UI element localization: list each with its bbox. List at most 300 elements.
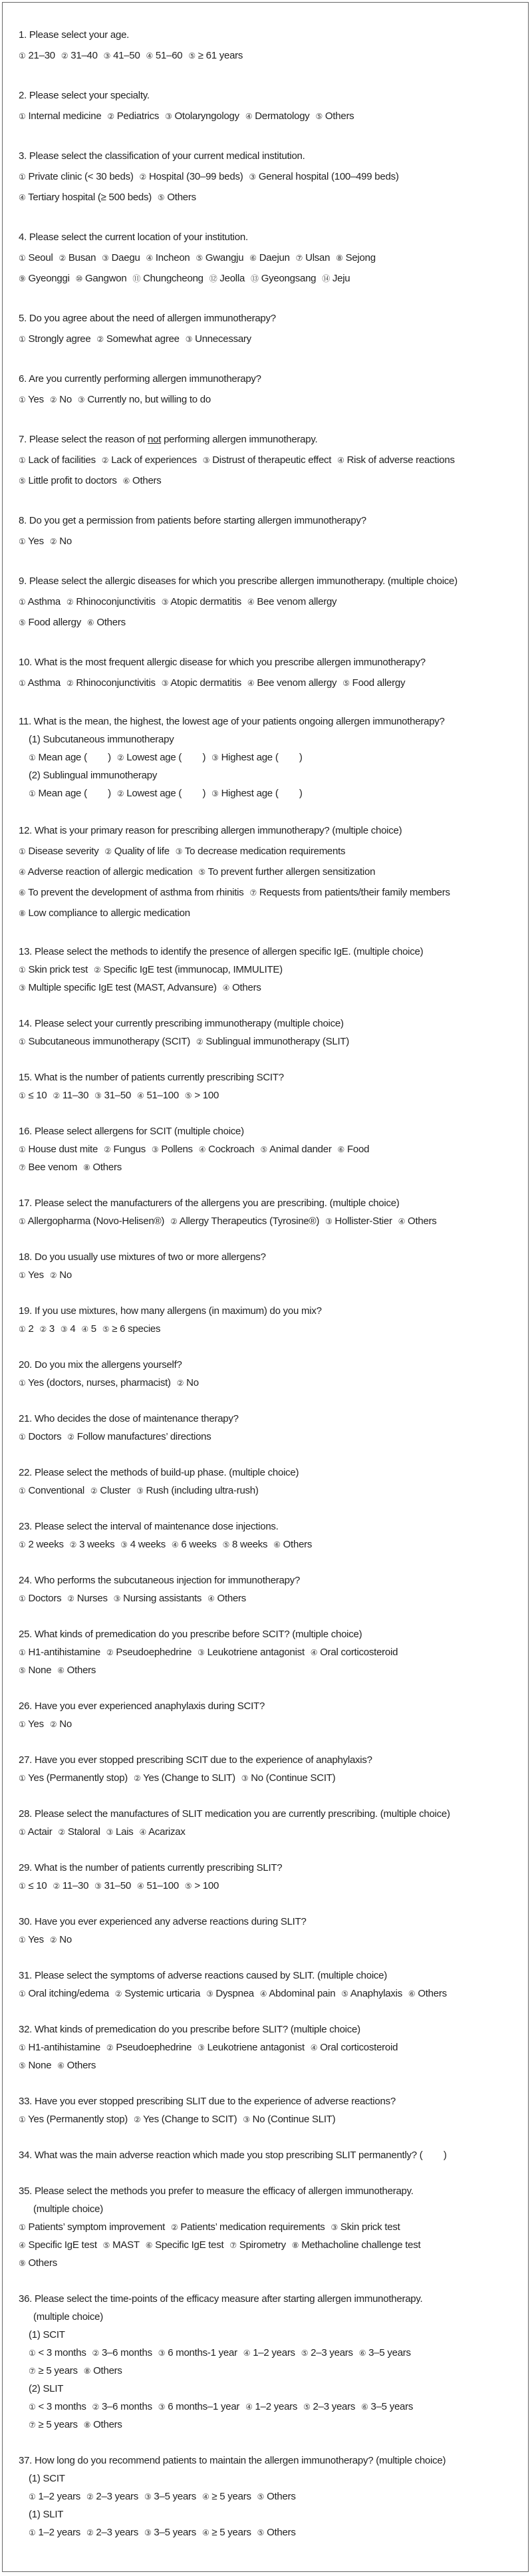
option[interactable] (19, 1036, 190, 1047)
option-label: No (186, 1377, 199, 1388)
option[interactable] (61, 1323, 76, 1335)
option-row (19, 979, 528, 997)
option[interactable] (94, 1090, 131, 1101)
option[interactable] (115, 1988, 200, 1999)
option[interactable] (132, 273, 203, 284)
option[interactable] (202, 2527, 251, 2538)
option-row (19, 612, 528, 633)
question-title: 22. Please select the methods of build-up phase. (multiple choice) (19, 1467, 299, 1478)
option-number: ⑧ (83, 2366, 91, 2376)
option-row (19, 389, 528, 410)
option-row (19, 1661, 528, 1679)
option[interactable] (57, 1665, 96, 1676)
option-number: ⑭ (322, 274, 330, 283)
option-row (19, 2236, 528, 2254)
option-label: Others (325, 110, 354, 122)
option[interactable] (203, 454, 331, 466)
option-label: Allergopharma (Novo-Helisen®) (27, 1215, 165, 1227)
option-number: ① (19, 1648, 26, 1657)
option[interactable] (107, 110, 159, 122)
option[interactable] (292, 2239, 421, 2251)
question-title: 16. Please select allergens for SCIT (multiple choice) (19, 1126, 244, 1137)
option-row (19, 1643, 528, 1661)
option[interactable] (87, 617, 126, 628)
option[interactable] (134, 2114, 237, 2125)
option[interactable] (19, 2042, 100, 2053)
option-number: ② (196, 1037, 203, 1046)
option[interactable] (19, 1431, 61, 1442)
option-label: 3 weeks (79, 1539, 115, 1550)
option[interactable] (196, 252, 243, 263)
option[interactable] (273, 1539, 312, 1550)
option[interactable] (58, 1826, 100, 1838)
option[interactable] (19, 982, 217, 993)
option-label: 21–30 (28, 50, 55, 61)
option[interactable] (57, 2060, 96, 2071)
option-number: ② (104, 847, 112, 856)
option[interactable] (19, 333, 91, 345)
option[interactable] (19, 1647, 100, 1658)
option[interactable] (249, 252, 289, 263)
question-35 (3, 2182, 528, 2272)
option[interactable] (223, 982, 261, 993)
option-number: ② (59, 253, 66, 263)
option[interactable] (19, 846, 98, 857)
option-label: Spirometry (239, 2239, 286, 2251)
option[interactable] (90, 1485, 130, 1496)
option[interactable] (206, 1988, 254, 1999)
option[interactable] (198, 2042, 305, 2053)
question-title: 36. Please select the time-points of the efficacy measure after starting allergen immunotherapy. (19, 2293, 423, 2305)
option-number: ② (92, 2402, 100, 2412)
option[interactable] (19, 252, 53, 263)
option[interactable] (325, 1215, 392, 1227)
option-row (19, 2416, 528, 2434)
option[interactable] (67, 1593, 107, 1604)
option[interactable] (19, 617, 81, 628)
option[interactable] (19, 1988, 109, 1999)
option[interactable] (162, 596, 241, 607)
option-number: ① (19, 456, 26, 465)
option[interactable] (39, 1323, 55, 1335)
option[interactable] (19, 1539, 64, 1550)
option-label: Food allergy (28, 617, 81, 628)
option-row (19, 1823, 528, 1841)
option[interactable] (243, 2114, 335, 2125)
option[interactable] (336, 252, 376, 263)
option[interactable] (243, 2347, 295, 2358)
option[interactable] (146, 50, 182, 61)
option-row (19, 2056, 528, 2074)
option[interactable] (311, 2042, 398, 2053)
option-label: Yes (28, 1269, 44, 1281)
option[interactable] (146, 252, 190, 263)
option[interactable] (96, 333, 179, 345)
option[interactable] (19, 1718, 44, 1730)
option[interactable] (249, 887, 450, 898)
option[interactable] (103, 2239, 140, 2251)
option[interactable] (398, 1215, 437, 1227)
option-number: ④ (201, 2492, 209, 2501)
option-label: Somewhat agree (106, 333, 180, 345)
option-number: ③ (185, 335, 193, 344)
option[interactable] (19, 454, 96, 466)
option[interactable] (207, 1593, 246, 1604)
option[interactable] (171, 2221, 325, 2233)
option-label: 1–2 years (253, 2347, 295, 2358)
option-number: ③ (161, 597, 169, 607)
option[interactable] (249, 171, 398, 182)
sub-question-label: (2) Sublingual immunotherapy (29, 770, 158, 781)
option[interactable] (408, 1988, 447, 1999)
option[interactable] (137, 1880, 179, 1891)
question-30 (3, 1913, 528, 1949)
option[interactable] (19, 1144, 98, 1155)
option[interactable] (76, 273, 127, 284)
option[interactable] (94, 964, 283, 975)
option[interactable] (19, 171, 134, 182)
option-row (19, 591, 528, 612)
option-label: Hollister-Stier (334, 1215, 392, 1227)
option[interactable] (19, 677, 61, 689)
option-number: ⑦ (229, 2241, 237, 2250)
option[interactable] (106, 1826, 134, 1838)
option[interactable] (50, 536, 72, 547)
option[interactable] (50, 1718, 72, 1730)
option[interactable] (66, 677, 156, 689)
option[interactable] (106, 2042, 192, 2053)
option-number: ③ (331, 2223, 338, 2232)
option[interactable] (66, 596, 156, 607)
option-label: Skin prick test (340, 2221, 400, 2233)
option[interactable] (245, 2401, 297, 2412)
option[interactable] (247, 596, 336, 607)
option-number: ④ (137, 1881, 144, 1891)
option[interactable] (162, 677, 241, 689)
underlined-word: not (148, 434, 162, 445)
question-title: 19. If you use mixtures, how many allergens (in maximum) do you mix? (19, 1305, 322, 1317)
option[interactable] (296, 252, 331, 263)
option-label: Anaphylaxis (350, 1988, 402, 1999)
option-number: ⑥ (57, 1666, 65, 1675)
option[interactable] (19, 536, 44, 547)
option-row (19, 1212, 528, 1230)
option[interactable] (53, 1090, 88, 1101)
option[interactable] (144, 2491, 196, 2502)
option-label: Skin prick test (28, 964, 88, 975)
option[interactable] (311, 1647, 398, 1658)
option-number: ② (106, 2043, 114, 2052)
option[interactable] (19, 2060, 51, 2071)
option-number: ① (19, 679, 26, 688)
option[interactable] (102, 1323, 160, 1335)
option[interactable] (117, 788, 205, 799)
option-label: 6 months–1 year (168, 2401, 240, 2412)
option[interactable] (158, 2347, 237, 2358)
option[interactable] (315, 110, 354, 122)
option[interactable] (86, 2491, 138, 2502)
option-number: ① (19, 2223, 26, 2232)
option-label: Yes (Change to SLIT) (143, 1772, 235, 1784)
option-number: ⑤ (184, 1881, 192, 1891)
option-label: Lack of experiences (111, 454, 197, 466)
option[interactable] (50, 1934, 72, 1945)
option-label: Others (232, 982, 261, 993)
option-label: Others (418, 1988, 447, 1999)
option-label: Others (96, 617, 126, 628)
option[interactable] (120, 1539, 166, 1550)
option[interactable] (19, 964, 88, 975)
option-label: 41–50 (113, 50, 140, 61)
option[interactable] (84, 2419, 122, 2430)
option[interactable] (29, 2527, 80, 2538)
option[interactable] (19, 866, 193, 878)
option[interactable] (19, 1826, 52, 1838)
option[interactable] (50, 1269, 72, 1281)
option[interactable] (185, 1090, 219, 1101)
option-label: 51–100 (146, 1090, 179, 1101)
option[interactable] (29, 788, 111, 799)
option-number: ③ (120, 1540, 128, 1549)
option-number: ⑦ (29, 2366, 36, 2376)
option-label: Asthma (27, 677, 61, 689)
option[interactable] (19, 1593, 61, 1604)
option-row (19, 673, 528, 693)
option-number: ⑤ (196, 253, 203, 263)
option[interactable] (176, 846, 346, 857)
option-label: Doctors (28, 1593, 62, 1604)
option[interactable] (50, 394, 72, 405)
option-number: ① (19, 1594, 26, 1603)
option[interactable] (338, 1144, 370, 1155)
option[interactable] (92, 2401, 152, 2412)
option[interactable] (202, 2491, 251, 2502)
option-number: ② (107, 112, 114, 121)
option[interactable] (229, 2239, 285, 2251)
option-label: Gyeonggi (28, 273, 70, 284)
option[interactable] (247, 677, 336, 689)
question-title-continued: (multiple choice) (33, 2311, 103, 2323)
option[interactable] (104, 846, 169, 857)
option-number: ② (49, 1720, 57, 1729)
option[interactable] (158, 192, 196, 203)
option[interactable] (53, 1880, 88, 1891)
option[interactable] (331, 2221, 400, 2233)
option[interactable] (29, 2347, 86, 2358)
option-number: ④ (247, 597, 255, 607)
option[interactable] (104, 50, 140, 61)
option[interactable] (29, 2491, 80, 2502)
option[interactable] (199, 1144, 255, 1155)
option[interactable] (29, 2401, 86, 2412)
option-label: 1–2 years (38, 2527, 81, 2538)
option[interactable] (211, 752, 303, 763)
option[interactable] (261, 1144, 332, 1155)
option[interactable] (67, 1431, 211, 1442)
option[interactable] (19, 2257, 57, 2269)
option-number: ① (19, 1037, 26, 1046)
option[interactable] (19, 2114, 128, 2125)
option[interactable] (19, 2239, 97, 2251)
option[interactable] (19, 1485, 84, 1496)
option[interactable] (19, 1215, 164, 1227)
option-label: Specific IgE test (28, 2239, 97, 2251)
option-number: ② (49, 1271, 57, 1280)
option-label: Systemic urticaria (124, 1988, 201, 1999)
option[interactable] (137, 1090, 179, 1101)
option-label: 2–3 years (311, 2347, 353, 2358)
question-4 (3, 227, 528, 289)
option-label: House dust mite (28, 1144, 98, 1155)
option[interactable] (19, 1665, 51, 1676)
option[interactable] (19, 1090, 47, 1101)
question-24 (3, 1571, 528, 1607)
option[interactable] (241, 1772, 336, 1784)
option[interactable] (337, 454, 455, 466)
option[interactable] (342, 677, 405, 689)
option[interactable] (19, 2221, 165, 2233)
option[interactable] (19, 110, 101, 122)
option-number: ④ (245, 2402, 253, 2412)
option-number: ⑥ (19, 888, 26, 897)
option[interactable] (19, 1934, 44, 1945)
option-row (19, 2362, 528, 2380)
option[interactable] (19, 887, 244, 898)
option[interactable] (139, 1826, 185, 1838)
option[interactable] (158, 2401, 239, 2412)
option[interactable] (94, 1880, 131, 1891)
option-number: ⑤ (157, 193, 165, 202)
option[interactable] (19, 273, 70, 284)
option[interactable] (322, 273, 350, 284)
option[interactable] (81, 1323, 96, 1335)
question-26 (3, 1697, 528, 1733)
option[interactable] (117, 752, 205, 763)
option-number: ④ (222, 983, 230, 993)
option[interactable] (144, 2527, 196, 2538)
option[interactable] (172, 1539, 217, 1550)
question-title: 18. Do you usually use mixtures of two or more allergens? (19, 1251, 266, 1263)
option[interactable] (170, 1215, 319, 1227)
option[interactable] (19, 1269, 44, 1281)
option[interactable] (19, 907, 190, 919)
option[interactable] (198, 1647, 305, 1658)
option[interactable] (211, 788, 303, 799)
question-17 (3, 1194, 528, 1230)
option[interactable] (301, 2347, 353, 2358)
option[interactable] (102, 454, 197, 466)
option[interactable] (209, 273, 245, 284)
question-title: 24. Who performs the subcutaneous injection for immunotherapy? (19, 1575, 301, 1586)
option[interactable] (83, 1162, 122, 1173)
option-number: ① (19, 537, 26, 546)
option[interactable] (29, 752, 111, 763)
question-34 (3, 2146, 528, 2164)
option[interactable] (188, 50, 243, 61)
option[interactable] (19, 394, 44, 405)
option[interactable] (19, 1162, 77, 1173)
option[interactable] (19, 1323, 34, 1335)
option-number: ③ (113, 1594, 121, 1603)
option-number: ① (19, 1881, 26, 1891)
option[interactable] (70, 1539, 115, 1550)
option-label: Unnecessary (195, 333, 251, 345)
option[interactable] (359, 2347, 411, 2358)
option[interactable] (106, 1647, 192, 1658)
option-number: ⑤ (342, 679, 350, 688)
option[interactable] (86, 2527, 138, 2538)
option-label: No (Continue SCIT) (251, 1772, 336, 1784)
option[interactable] (19, 192, 152, 203)
option[interactable] (136, 1485, 259, 1496)
option[interactable] (245, 110, 310, 122)
option[interactable] (257, 2527, 296, 2538)
option[interactable] (114, 1593, 202, 1604)
option[interactable] (260, 1988, 336, 1999)
option-number: ⑤ (257, 2528, 265, 2537)
option-number: ⑥ (122, 476, 130, 486)
option[interactable] (177, 1377, 199, 1388)
option[interactable] (19, 1880, 47, 1891)
question-title: 29. What is the number of patients currently prescribing SLIT? (19, 1862, 283, 1873)
option[interactable] (198, 866, 375, 878)
option[interactable] (223, 1539, 268, 1550)
option-number: ⑪ (132, 274, 141, 283)
option[interactable] (61, 50, 98, 61)
question-title: 17. Please select the manufacturers of the allergens you are prescribing. (multiple choice) (19, 1198, 400, 1209)
option-label: Internal medicine (28, 110, 102, 122)
option[interactable] (134, 1772, 235, 1784)
option[interactable] (29, 2419, 78, 2430)
option-label: Pollens (161, 1144, 193, 1155)
option[interactable] (19, 1772, 128, 1784)
option[interactable] (303, 2401, 355, 2412)
option-row (19, 106, 528, 126)
option[interactable] (84, 2365, 122, 2376)
option[interactable] (361, 2401, 413, 2412)
option[interactable] (257, 2491, 296, 2502)
option[interactable] (165, 110, 239, 122)
option-number: ⑤ (222, 1540, 230, 1549)
option-label: Fungus (113, 1144, 146, 1155)
option[interactable] (140, 171, 243, 182)
option[interactable] (251, 273, 316, 284)
option-label: 1–2 years (38, 2491, 81, 2502)
option[interactable] (185, 1880, 219, 1891)
option[interactable] (102, 252, 140, 263)
option[interactable] (92, 2347, 152, 2358)
option-number: ① (19, 1540, 26, 1549)
option-number: ② (116, 789, 124, 798)
option[interactable] (19, 596, 61, 607)
option[interactable] (341, 1988, 402, 1999)
option[interactable] (146, 2239, 224, 2251)
question-6 (3, 369, 528, 410)
option[interactable] (19, 50, 55, 61)
option[interactable] (196, 1036, 349, 1047)
option-number: ② (86, 2528, 94, 2537)
option[interactable] (19, 1377, 171, 1388)
option[interactable] (104, 1144, 146, 1155)
option[interactable] (19, 475, 117, 486)
option[interactable] (152, 1144, 193, 1155)
option[interactable] (78, 394, 211, 405)
option[interactable] (29, 2365, 78, 2376)
option-number: ③ (241, 1774, 249, 1783)
option[interactable] (123, 475, 162, 486)
option[interactable] (186, 333, 251, 345)
option[interactable] (59, 252, 96, 263)
